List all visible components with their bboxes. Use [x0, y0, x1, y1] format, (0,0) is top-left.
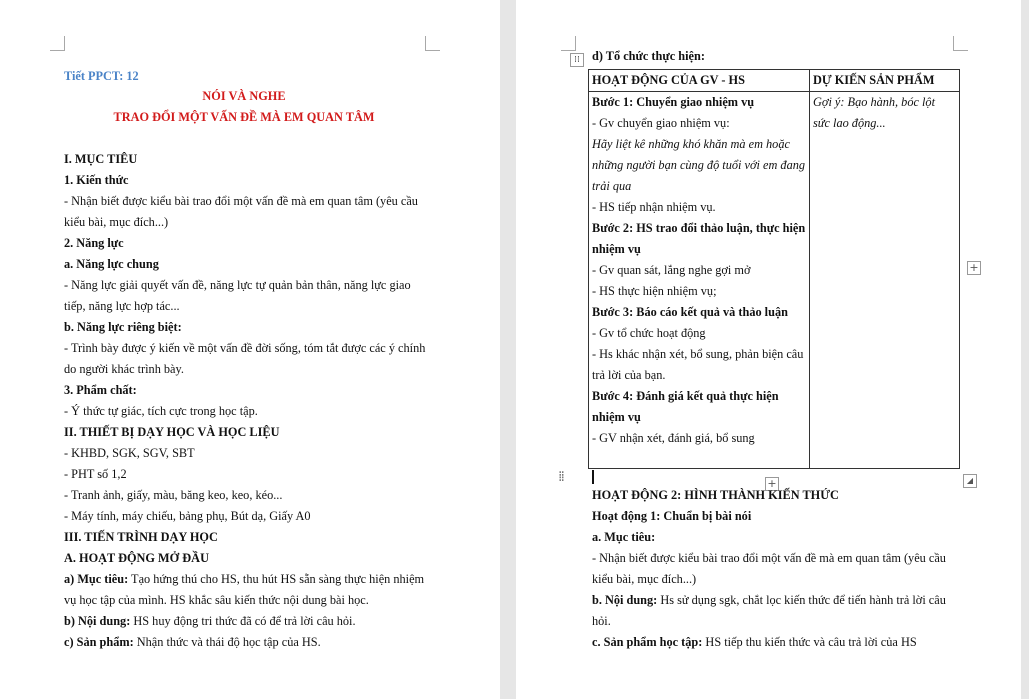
- body-line: - KHBD, SGK, SGV, SBT: [64, 446, 195, 460]
- goal-label: a) Mục tiêu:: [64, 572, 129, 586]
- cell-line: trải qua: [592, 179, 632, 193]
- lesson-title-line1: NÓI VÀ NGHE: [202, 89, 286, 103]
- body-line: - Tranh ảnh, giấy, màu, băng keo, keo, kéo...: [64, 488, 283, 502]
- content-text: HS huy động tri thức đã có để trả lời câu hỏi.: [130, 614, 356, 628]
- crop-mark: [953, 36, 968, 51]
- content-paragraph: [592, 590, 946, 611]
- product-label: c. Sản phẩm học tập:: [592, 635, 703, 649]
- subsection-heading: 3. Phẩm chất:: [64, 383, 137, 397]
- product-text: HS tiếp thu kiến thức và câu trả lời của HS: [702, 635, 917, 649]
- body-line: do người khác trình bày.: [64, 362, 184, 376]
- subsection-heading: a. Năng lực chung: [64, 257, 159, 271]
- cell-line: Hãy liệt kê những khó khăn mà em hoặc: [592, 137, 790, 151]
- body-line: hỏi.: [592, 614, 611, 628]
- step-heading: nhiệm vụ: [592, 242, 641, 256]
- product-paragraph: [64, 632, 321, 653]
- section-heading: I. MỤC TIÊU: [64, 152, 138, 166]
- crop-mark: [425, 36, 440, 51]
- document-page-left[interactable]: [0, 0, 500, 699]
- document-page-right[interactable]: [516, 0, 1021, 699]
- move-handle-icon[interactable]: ⁞⁞: [570, 53, 584, 67]
- content-paragraph: [64, 611, 356, 632]
- cell-line: - HS thực hiện nhiệm vụ;: [592, 284, 717, 298]
- add-column-icon[interactable]: +: [967, 261, 981, 275]
- cell-line: - Gv chuyển giao nhiệm vụ:: [592, 116, 730, 130]
- goal-paragraph: [64, 569, 424, 590]
- move-handle-icon[interactable]: ⁞⁞: [558, 469, 563, 485]
- resize-handle-icon[interactable]: ◢: [963, 474, 977, 488]
- section-heading: d) Tổ chức thực hiện:: [592, 49, 705, 63]
- goal-heading: a. Mục tiêu:: [592, 530, 656, 544]
- content-label: b) Nội dung:: [64, 614, 131, 628]
- cell-line: - GV nhận xét, đánh giá, bổ sung: [592, 431, 755, 445]
- cell-line: Gợi ý: Bạo hành, bóc lột: [813, 95, 935, 109]
- goal-text: Tạo hứng thú cho HS, thu hút HS sẵn sàng thực hiện nhiệm: [128, 572, 425, 586]
- cell-line: - Hs khác nhận xét, bổ sung, phản biện câu: [592, 347, 804, 361]
- cell-line: sức lao động...: [813, 116, 886, 130]
- body-line: kiểu bài, mục đích...): [592, 572, 697, 586]
- add-row-icon[interactable]: +: [765, 477, 779, 491]
- crop-mark: [50, 36, 65, 51]
- body-line: - Trình bày được ý kiến về một vấn đề đời sống, tóm tắt được các ý chính: [64, 341, 426, 355]
- body-line: - Nhận biết được kiểu bài trao đổi một vấn đề mà em quan tâm (yêu cầu: [64, 194, 418, 208]
- table-header-product: DỰ KIẾN SẢN PHẨM: [810, 70, 960, 92]
- lesson-period: Tiết PPCT: 12: [64, 69, 139, 83]
- product-cell[interactable]: [810, 92, 960, 469]
- section-heading: II. THIẾT BỊ DẠY HỌC VÀ HỌC LIỆU: [64, 425, 280, 439]
- step-heading: Bước 2: HS trao đổi thảo luận, thực hiện: [592, 221, 806, 235]
- body-line: - PHT số 1,2: [64, 467, 127, 481]
- body-line: - Nhận biết được kiểu bài trao đổi một vấn đề mà em quan tâm (yêu cầu: [592, 551, 946, 565]
- subsection-heading: 2. Năng lực: [64, 236, 124, 250]
- body-line: - Máy tính, máy chiếu, bảng phụ, Bút dạ, Giấy A0: [64, 509, 311, 523]
- section-heading: III. TIẾN TRÌNH DẠY HỌC: [64, 530, 218, 544]
- product-text: Nhận thức và thái độ học tập của HS.: [133, 635, 321, 649]
- activity-heading: HOẠT ĐỘNG 2: HÌNH THÀNH KIẾN THỨC: [592, 488, 839, 502]
- text-cursor: [592, 470, 594, 484]
- subsection-heading: 1. Kiến thức: [64, 173, 129, 187]
- subsection-heading: A. HOẠT ĐỘNG MỞ ĐẦU: [64, 551, 209, 565]
- cell-line: - HS tiếp nhận nhiệm vụ.: [592, 200, 716, 214]
- body-line: tiếp, năng lực hợp tác...: [64, 299, 180, 313]
- step-heading: Bước 3: Báo cáo kết quả và thảo luận: [592, 305, 788, 319]
- content-text: Hs sử dụng sgk, chắt lọc kiến thức để tiến hành trả lời câu: [657, 593, 946, 607]
- crop-mark: [561, 36, 576, 51]
- product-label: c) Sản phẩm:: [64, 635, 134, 649]
- product-paragraph: [592, 632, 917, 653]
- content-label: b. Nội dung:: [592, 593, 658, 607]
- step-heading: Bước 4: Đánh giá kết quả thực hiện: [592, 389, 779, 403]
- activity-subheading: Hoạt động 1: Chuẩn bị bài nói: [592, 509, 752, 523]
- body-line: - Năng lực giải quyết vấn đề, năng lực tự quản bản thân, năng lực giao: [64, 278, 411, 292]
- activity-table: [588, 69, 960, 469]
- cell-line: những người bạn cùng độ tuổi với em đang: [592, 158, 806, 172]
- cell-line: trả lời của bạn.: [592, 368, 666, 382]
- body-line: - Ý thức tự giác, tích cực trong học tập.: [64, 404, 258, 418]
- lesson-title-line2: TRAO ĐỔI MỘT VẤN ĐỀ MÀ EM QUAN TÂM: [113, 110, 375, 124]
- body-line: vụ học tập của mình. HS khắc sâu kiến thức nội dung bài học.: [64, 593, 369, 607]
- step-heading: nhiệm vụ: [592, 410, 641, 424]
- cell-line: - Gv quan sát, lắng nghe gợi mở: [592, 263, 751, 277]
- cell-line: - Gv tổ chức hoạt động: [592, 326, 706, 340]
- subsection-heading: b. Năng lực riêng biệt:: [64, 320, 182, 334]
- step-heading: Bước 1: Chuyển giao nhiệm vụ: [592, 95, 755, 109]
- activity-cell[interactable]: [589, 92, 810, 469]
- table-header-activity: HOẠT ĐỘNG CỦA GV - HS: [589, 70, 810, 92]
- body-line: kiểu bài, mục đích...): [64, 215, 169, 229]
